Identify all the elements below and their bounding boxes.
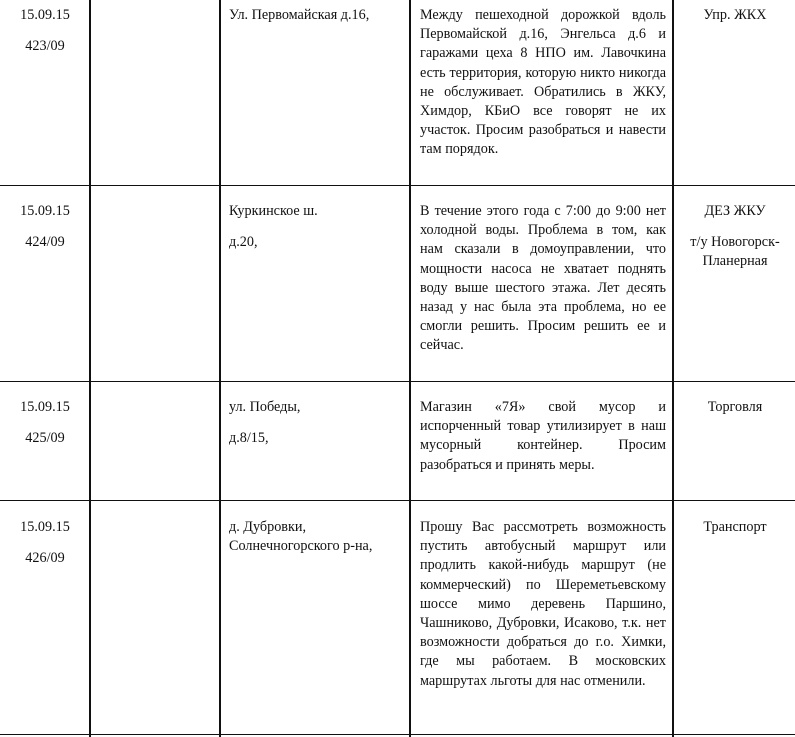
address-text: д. Дубровки, Солнечногорского р-на,	[229, 519, 373, 555]
responsible-cell	[677, 512, 793, 537]
registration-number: 424/09	[25, 234, 65, 251]
date-cell	[0, 392, 90, 448]
row-rule	[0, 500, 795, 501]
responsible-text: Транспорт	[703, 519, 767, 535]
date-cell	[0, 196, 90, 252]
address-text: Куркинское ш.	[229, 203, 318, 219]
registration-number: 423/09	[25, 38, 65, 55]
responsible-subunit: т/у Новогорск-Планерная	[690, 234, 780, 270]
complaint-text: Магазин «7Я» свой мусор и испорченный товар утилизирует в наш мусорный контейнер. Просим разобраться и принять меры.	[420, 399, 666, 473]
date-cell	[0, 512, 90, 568]
responsible-cell	[677, 392, 793, 417]
table-row	[0, 0, 795, 185]
address-text: Ул. Первомайская д.16,	[229, 7, 370, 23]
complaint-cell	[420, 512, 666, 691]
responsible-text: Упр. ЖКХ	[703, 7, 767, 23]
table-row	[0, 512, 795, 734]
date-text: 15.09.15	[20, 519, 70, 535]
registration-number: 425/09	[25, 430, 65, 447]
row-rule	[0, 734, 795, 735]
date-text: 15.09.15	[20, 399, 70, 415]
address-cell	[229, 196, 405, 252]
responsible-cell	[677, 0, 793, 25]
complaint-text: В течение этого года с 7:00 до 9:00 нет холодной воды. Проблема в том, как нам сказали в домоуправлении, что мощности насоса не хватает поднять воду выше шестого этажа. Лет десять назад у нас была эта проблема, но ее смогли решить. Просим решить ее и сейчас.	[420, 203, 666, 354]
date-text: 15.09.15	[20, 7, 70, 23]
complaint-text: Прошу Вас рассмотреть возможность пустить автобусный маршрут или продлить какой-нибудь маршрут (не коммерческий) по Шереметьевскому шоссе мимо деревень Паршино, Чашниково, Дубровки, Исаково, т.к. нет возможности добраться до г.о. Химки, где мы работаем. В московских маршрутах льготы для нас отменили.	[420, 519, 666, 689]
address-cell	[229, 512, 405, 556]
complaint-cell	[420, 0, 666, 160]
responsible-text: Торговля	[707, 399, 763, 415]
complaint-cell	[420, 392, 666, 475]
address-text-2: д.20,	[229, 234, 258, 251]
responsible-text: ДЕЗ ЖКУ	[704, 203, 766, 219]
table-row	[0, 392, 795, 500]
row-rule	[0, 185, 795, 186]
address-cell	[229, 392, 405, 448]
address-text: ул. Победы,	[229, 399, 301, 415]
complaint-text: Между пешеходной дорожкой вдоль Первомайской д.16, Энгельса д.6 и гаражами цеха 8 НПО им. Лавочкина есть территория, которую никто никогда не обслуживает. Обратились в ЖКУ, Химдор, КБиО все говорят не их участок. Просим разобраться и навести там порядок.	[420, 7, 666, 158]
responsible-cell	[677, 196, 793, 272]
address-cell	[229, 0, 405, 25]
table-row	[0, 196, 795, 381]
registration-number: 426/09	[25, 550, 65, 567]
date-text: 15.09.15	[20, 203, 70, 219]
date-cell	[0, 0, 90, 56]
complaint-cell	[420, 196, 666, 356]
row-rule	[0, 381, 795, 382]
address-text-2: д.8/15,	[229, 430, 269, 447]
